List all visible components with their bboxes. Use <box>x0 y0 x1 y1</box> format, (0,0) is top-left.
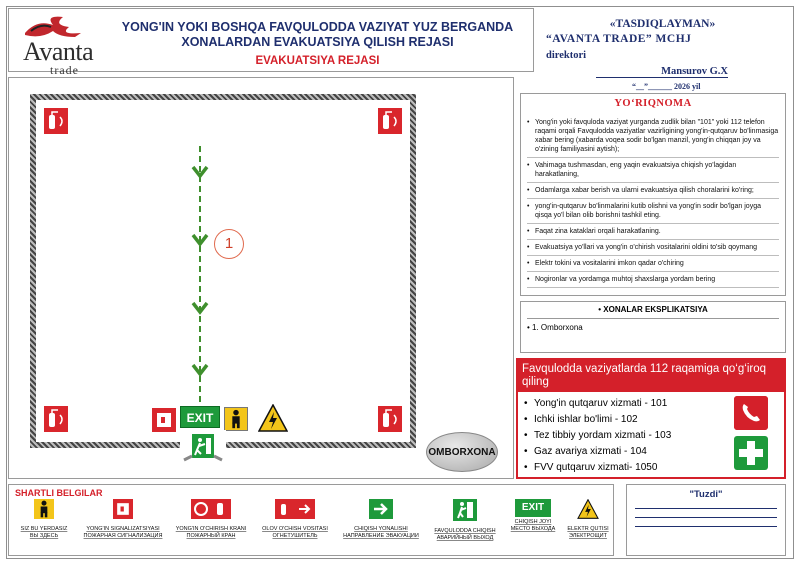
instructions-panel <box>520 93 786 296</box>
legend-label-ru: АВАРИЙНЫЙ ВЫХОД <box>436 535 494 541</box>
evacuation-arrow-icon <box>190 232 210 250</box>
electric-hazard-icon <box>577 499 599 519</box>
fire-alarm-icon <box>152 408 176 432</box>
legend-label-uz: OLOV O'CHISH VOSITASI <box>262 526 328 532</box>
legend-label <box>79 526 167 540</box>
legend-item-electric <box>563 499 613 540</box>
emergency-exit-door-icon <box>180 430 226 462</box>
legend-label-uz: YONG'IN SIGNALIZATSIYASI <box>86 526 160 532</box>
signature-line <box>635 508 777 509</box>
legend-label-ru: ПОЖАРНЫЙ КРАН <box>186 533 236 539</box>
legend-item-extinguisher <box>257 499 333 540</box>
first-aid-icon <box>734 436 768 470</box>
fire-hose-icon <box>191 499 231 519</box>
legend-label-uz: YONG'IN O'CHIRISH KRANI <box>175 526 247 532</box>
logo-word: Avanta <box>23 37 94 66</box>
avanta-logo <box>17 13 103 77</box>
legend-item-emergency-exit <box>427 499 503 542</box>
instructions-title: YO‘RIQNOMA <box>614 98 692 109</box>
legend-label <box>427 528 503 542</box>
room-number-badge: 1 <box>214 229 244 259</box>
signature-line <box>635 526 777 527</box>
instruction-item: • Odamlarga xabar berish va ularni evakuatsiya qilish choralarini ko'ring; <box>527 183 779 199</box>
emergency-exit-icon <box>453 499 477 521</box>
logo-sub: trade <box>50 63 79 77</box>
emergency-heading: Favqulodda vaziyatlarda 112 raqamiga qo‘g‘iroq qiling <box>518 360 784 392</box>
storage-room-label: OMBORXONA <box>426 432 498 472</box>
legend-label-uz: CHIQISH JOYI <box>514 519 552 525</box>
exit-sign: EXIT <box>515 499 551 517</box>
legend-label-ru: ЭЛЕКТРОЩИТ <box>569 533 607 539</box>
title-line-3: EVAKUATSIYA REJASI <box>255 55 380 67</box>
evacuation-arrow-icon <box>190 164 210 182</box>
instruction-item: • Vahimaga tushmasdan, eng yaqin evakuatsiya chiqish yo'lagidan harakatlaning, <box>527 158 779 183</box>
fire-extinguisher-icon <box>275 499 315 519</box>
fire-alarm-icon <box>113 499 133 519</box>
title-line-2: XONALARDAN EVAKUATSIYA QILISH REJASI <box>181 35 454 49</box>
instruction-item: • Faqat zina kataklari orqali harakatlaning. <box>527 224 779 240</box>
explication-item: • 1. Omborxona <box>527 318 779 332</box>
fire-extinguisher-icon <box>44 406 68 432</box>
legend-label <box>257 526 333 540</box>
signature-line <box>635 517 777 518</box>
approval-date: “__”______ 2026 yil <box>632 82 701 91</box>
instructions-list <box>521 109 785 288</box>
instruction-item: • Nogironlar va yordamga muhtoj shaxslarga yordam bering <box>527 272 779 288</box>
instruction-item: • Evakuatsiya yo'llari va yong'in o'chirish vositalarini oldini to'sib qoymang <box>527 240 779 256</box>
instruction-item: • yong'in-qutqaruv bo'linmalarini kutib olishni va yong'in sodir bo'lgan joyga qisqa yo'l bilan olib borishni tashkil eting. <box>527 199 779 224</box>
approval-company: “AVANTA TRADE” MCHJ <box>546 33 692 45</box>
compiled-by-title: "Tuzdi" <box>689 489 723 500</box>
electric-hazard-icon <box>258 404 288 432</box>
legend-label <box>505 519 561 533</box>
legend-item-fire-hydrant <box>169 499 253 540</box>
emergency-item: • Gaz avariya xizmati - 104 <box>524 444 778 460</box>
emergency-item: • Yong'in qutqaruv xizmati - 101 <box>524 396 778 412</box>
evacuation-arrow-icon <box>190 300 210 318</box>
emergency-item: • Tez tibbiy yordam xizmati - 103 <box>524 428 778 444</box>
fire-extinguisher-icon <box>378 406 402 432</box>
logo-flag-icon <box>23 13 83 37</box>
legend-label-ru: МЕСТО ВЫХОДА <box>510 526 556 532</box>
explication-item-text: 1. Omborxona <box>532 323 583 332</box>
legend-label <box>169 526 253 540</box>
fire-extinguisher-icon <box>378 108 402 134</box>
legend-label-uz: SIZ BU YERDASIZ <box>20 526 68 532</box>
legend-label-ru: ОГНЕТУШИТЕЛЬ <box>272 533 318 539</box>
evacuation-arrow-icon <box>190 362 210 380</box>
legend-title: SHARTLI BELGILAR <box>15 488 103 498</box>
emergency-item: • Ichki ishlar bo'limi - 102 <box>524 412 778 428</box>
instruction-item: • Yong'in yoki favquloda vaziyat yurganda zudlik bilan "101" yoki 112 telefon raqami orqali Favqulodda vaziyatlar vazirligining yong'in-qutqaruv bo'linmasiga xabar bering (xabarda voqea sodir bo'lgan manzil, yong'in chiqqan joy va o'zining familiyasini aytish); <box>527 115 779 158</box>
legend-item-exit <box>505 499 561 533</box>
you-are-here-icon <box>224 407 248 431</box>
explication-title: • XONALAR EKSPLIKATSIYA <box>598 305 708 314</box>
legend-label-uz: FAVQULODDA CHIQISH <box>434 528 496 534</box>
instruction-item: • Elektr tokini va vositalarini imkon qadar o'chiring <box>527 256 779 272</box>
title-line-1: YONG'IN YOKI BOSHQA FAVQULODDA VAZIYAT YUZ BERGANDA <box>121 20 514 34</box>
header-panel <box>8 8 534 77</box>
explication-title-text: XONALAR EKSPLIKATSIYA <box>603 305 708 314</box>
compiled-by-panel <box>626 484 786 556</box>
legend-label <box>563 526 613 540</box>
legend-label <box>339 526 423 540</box>
legend-label-uz: ELEKTR QUTISI <box>567 526 609 532</box>
legend-label <box>13 526 75 540</box>
legend-label-ru: НАПРАВЛЕНИЕ ЭВАКУАЦИИ <box>343 533 419 539</box>
exit-sign: EXIT <box>180 406 220 428</box>
room-floor <box>36 100 410 442</box>
you-are-here-icon <box>34 499 54 519</box>
approval-heading: «TASDIQLAYMAN» <box>609 18 716 30</box>
fire-extinguisher-icon <box>44 108 68 134</box>
legend-label-uz: CHIQISH YONALISHI <box>354 526 408 532</box>
legend-label-ru: ВЫ ЗДЕСЬ <box>29 533 59 539</box>
explication-panel <box>520 301 786 353</box>
approval-signer: Mansurov G.X <box>596 66 728 78</box>
legend-panel <box>8 484 614 556</box>
legend-label-ru: ПОЖАРНАЯ СИГНАЛИЗАЦИЯ <box>83 533 163 539</box>
legend-item-exit-direction <box>339 499 423 540</box>
phone-icon <box>734 396 768 430</box>
exit-direction-arrow-icon <box>369 499 393 519</box>
approval-block <box>540 18 785 91</box>
approval-role: direktori <box>546 50 587 61</box>
emergency-item: • FVV qutqaruv xizmati- 1050 <box>524 460 778 476</box>
legend-item-fire-alarm <box>79 499 167 540</box>
legend-item-you-are-here <box>13 499 75 540</box>
